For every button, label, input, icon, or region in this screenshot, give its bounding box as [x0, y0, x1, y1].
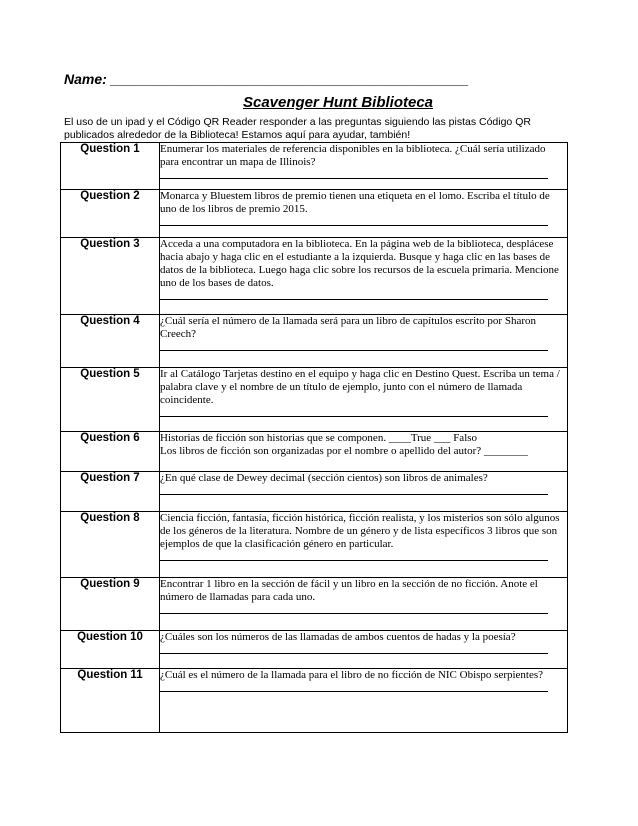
answer-line[interactable]: [160, 299, 548, 300]
question-text: Acceda a una computadora en la biblioteca. En la página web de la biblioteca, desplácese hacia abajo y haga clic en el estudiante a la izquierda. Busque y haga clic en las bases de datos de la biblioteca. Luego haga clic sobre los recursos de la escuela primaria. Mencione uno de los bases de datos.: [160, 238, 559, 289]
question-text: Encontrar 1 libro en la sección de fácil y un libro en la sección de no ficción. Anote el número de llamadas para cada uno.: [160, 578, 538, 603]
question-cell: [160, 472, 568, 512]
question-label: Question 2: [61, 190, 160, 238]
question-cell: [160, 578, 568, 631]
question-text: Enumerar los materiales de referencia disponibles en la biblioteca. ¿Cuál sería utilizado para encontrar un mapa de Illinois?: [160, 143, 546, 168]
question-label: Question 4: [61, 315, 160, 368]
question-text-2: Los libros de ficción son organizadas por el nombre o apellido del autor? ________: [160, 445, 528, 457]
question-label: Question 3: [61, 238, 160, 315]
question-row: [61, 578, 568, 631]
answer-line[interactable]: [160, 653, 548, 654]
question-label: Question 10: [61, 631, 160, 669]
answer-line[interactable]: [160, 560, 548, 561]
question-row: [61, 238, 568, 315]
question-label: Question 1: [61, 143, 160, 190]
question-text: ¿Cuáles son los números de las llamadas de ambos cuentos de hadas y la poesía?: [160, 631, 516, 643]
answer-line[interactable]: [160, 613, 548, 614]
worksheet-page: [64, 70, 572, 733]
question-cell: [160, 631, 568, 669]
question-label: Question 6: [61, 432, 160, 472]
answer-line[interactable]: [160, 178, 548, 179]
question-text: ¿Cuál es el número de la llamada para el libro de no ficción de NIC Obispo serpientes?: [160, 669, 544, 681]
question-row: [61, 190, 568, 238]
answer-line[interactable]: [160, 494, 548, 495]
answer-line[interactable]: [160, 225, 548, 226]
question-row: [61, 631, 568, 669]
question-text: Monarca y Bluestem libros de premio tienen una etiqueta en el lomo. Escriba el título de uno de los libros de premio 2015.: [160, 190, 550, 215]
question-text: Ir al Catálogo Tarjetas destino en el equipo y haga clic en Destino Quest. Escriba un tema / palabra clave y el nombre de un título de ejemplo, junto con el número de llamada coincidente.: [160, 368, 560, 406]
question-label: Question 11: [61, 669, 160, 733]
question-label: Question 5: [61, 368, 160, 432]
question-label: Question 7: [61, 472, 160, 512]
question-row: [61, 512, 568, 578]
question-label: Question 9: [61, 578, 160, 631]
question-label: Question 8: [61, 512, 160, 578]
question-row: [61, 368, 568, 432]
question-cell: [160, 315, 568, 368]
question-row: [61, 143, 568, 190]
question-cell: [160, 143, 568, 190]
answer-line[interactable]: [160, 416, 548, 417]
instructions: El uso de un ipad y el Código QR Reader responder a las preguntas siguiendo las pistas Código QR publicados alrededor de la Biblioteca! Estamos aquí para ayudar, también!: [64, 116, 531, 141]
name-line: Name: ______________________________________________: [64, 71, 469, 87]
question-row: [61, 669, 568, 733]
question-cell: [160, 368, 568, 432]
question-cell: [160, 432, 568, 472]
question-row: [61, 315, 568, 368]
question-cell: [160, 190, 568, 238]
question-text: Ciencia ficción, fantasía, ficción histórica, ficción realista, y los misterios son sólo algunos de los géneros de la literatura. Nombre de un género y de lista específicos 3 libros que son ejemplos de que la clasificación género en particular.: [160, 512, 560, 550]
question-text: ¿Cuál sería el número de la llamada será para un libro de capítulos escrito por Sharon Creech?: [160, 315, 537, 340]
answer-line[interactable]: [160, 350, 548, 351]
question-cell: [160, 669, 568, 733]
answer-line[interactable]: [160, 691, 548, 692]
question-row: [61, 432, 568, 472]
questions-table: [60, 142, 568, 733]
question-row: [61, 472, 568, 512]
question-text: ¿En qué clase de Dewey decimal (sección cientos) son libros de animales?: [160, 472, 488, 484]
question-cell: [160, 512, 568, 578]
question-cell: [160, 238, 568, 315]
page-title: Scavenger Hunt Biblioteca: [242, 94, 434, 111]
question-text: Historias de ficción son historias que se componen. ____True ___ Falso: [160, 432, 478, 444]
